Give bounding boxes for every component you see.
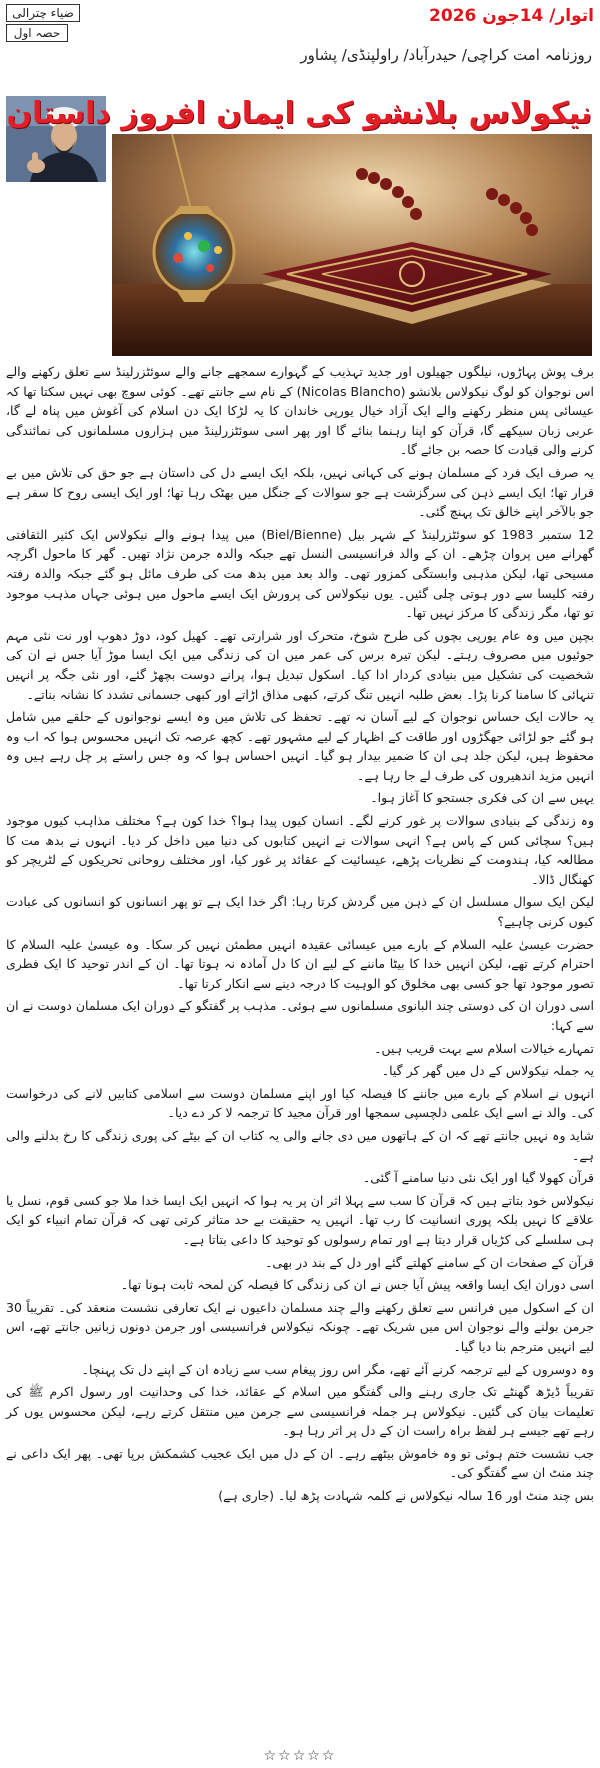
newspaper-name: روزنامہ امت کراچی/ حیدرآباد/ راولپنڈی/ پشاور [300, 46, 592, 64]
article-paragraph: بس چند منٹ اور 16 سالہ نیکولاس نے کلمہ شہادت پڑھ لیا۔ (جاری ہے) [218, 1488, 594, 1504]
article-paragraph: اسی دوران ان کی دوستی چند البانوی مسلمانوں سے ہوئی۔ مذہب پر گفتگو کے دوران ایک مسلمان دوست نے ان سے کہا: [6, 998, 594, 1033]
article-paragraph: یہ جملہ نیکولاس کے دل میں گھر کر گیا۔ [381, 1063, 594, 1079]
issue-date: اتوار/ 14جون 2026 [429, 6, 594, 26]
article-paragraph: جب نشست ختم ہوئی تو وہ خاموش بیٹھے رہے۔ ان کے دل میں ایک عجیب کشمکش برپا تھی۔ پھر ایک داعی نے چند منٹ ان سے گفتگو کی۔ [6, 1445, 594, 1481]
article-paragraph: یہیں سے ان کی فکری جستجو کا آغاز ہوا۔ [370, 790, 594, 806]
article-paragraph: لیکن ایک سوال مسلسل ان کے ذہن میں گردش کرتا رہا: اگر خدا ایک ہے تو پھر انسانوں کو انسانوں کی عبادت کیوں کرنی چاہیے؟ [6, 894, 594, 930]
article-paragraph: تمہارے خیالات اسلام سے بہت قریب ہیں۔ [374, 1040, 594, 1056]
article-paragraph: نیکولاس خود بتاتے ہیں کہ قرآن کا سب سے پہلا اثر ان پر یہ ہوا کہ انہیں ایک ایسا خدا ملا جو کسی قوم، نسل یا علاقے کا نہیں بلکہ پوری انسانیت کا رب تھا۔ انہیں یہ حقیقت بے حد متاثر کرتی تھی کہ قرآن تمام انبیاء کو ایک ہی سلسلے کی کڑیاں قرار دیتا ہے اور تمام رسولوں کو توحید کا داعی بتاتا ہے۔ [6, 1192, 594, 1247]
article-paragraph: وہ زندگی کے بنیادی سوالات پر غور کرنے لگے۔ انسان کیوں پیدا ہوا؟ خدا کون ہے؟ مختلف مذاہب کیوں موجود ہیں؟ سچائی کس کے پاس ہے؟ انہی سوالات نے انہیں کتابوں کی دنیا میں داخل کر دیا۔ انہوں نے بدھ مت کا مطالعہ کیا، ہندومت کے نظریات پڑھے، عیسائیت کے عقائد پر غور کیا، اور مختلف روحانی تحریکوں کے لٹریچر کو کھنگال ڈالا۔ [6, 813, 594, 887]
article-paragraph: قرآن کے صفحات ان کے سامنے کھلتے گئے اور دل کے بند در بھی۔ [265, 1254, 594, 1270]
quran-and-lantern-photo [112, 134, 592, 356]
article-paragraph: قرآن کھولا گیا اور ایک نئی دنیا سامنے آ گئی۔ [362, 1170, 594, 1186]
article-paragraph: یہ حالات ایک حساس نوجوان کے لیے آسان نہ تھے۔ تحفظ کی تلاش میں وہ ایسے نوجوانوں کے حلقے میں شامل ہو گئے جو لڑائی جھگڑوں اور طاقت کے اظہار کے لیے مشہور تھے۔ کچھ عرصہ تک انہیں محسوس ہوا کہ اب وہ محفوظ ہیں، لیکن جلد ہی ان کا ضمیر بیدار ہو گیا۔ انہیں احساس ہوا کہ وہ جس راستے پر چل رہے ہیں وہ انہیں مزید اندھیروں کی طرف لے جا رہا ہے۔ [6, 709, 594, 783]
article-body [6, 362, 594, 1509]
article-paragraph: انہوں نے اسلام کے بارے میں جاننے کا فیصلہ کیا اور اپنے مسلمان دوست سے اسلامی کتابیں لانے کی درخواست کی۔ والد نے اسے ایک علمی دلچسپی سمجھا اور قرآن مجید کا ترجمہ لا کر دے دیا۔ [6, 1085, 594, 1121]
article-paragraph: تقریباً ڈیڑھ گھنٹے تک جاری رہنے والی گفتگو میں اسلام کے عقائد، خدا کی وحدانیت اور رسول اکرم ﷺ کی تعلیمات بیان کی گئیں۔ نیکولاس ہر جملہ فرانسیسی سے جرمن میں منتقل کرتے رہے، لیکن محسوس یوں کر رہے تھے جیسے ہر لفظ براہ راست ان کے دل پر اتر رہا ہو۔ [6, 1384, 594, 1439]
article-paragraph: شاید وہ نہیں جانتے تھے کہ ان کے ہاتھوں میں دی جانے والی یہ کتاب ان کے بیٹے کی پوری زندگی کا رخ بدلنے والی ہے۔ [6, 1127, 594, 1163]
part-tag: حصہ اول [6, 24, 68, 42]
article-paragraph: حضرت عیسیٰ علیہ السلام کے بارے میں عیسائی عقیدہ انہیں مطمئن نہیں کر سکا۔ وہ عیسیٰ علیہ السلام کا احترام کرتے تھے، لیکن انہیں خدا کا بیٹا ماننے کے لیے ان کا دل آمادہ نہ ہوتا تھا۔ ان کے اندر توحید کا ایک فطری تصور موجود تھا جو کسی بھی مخلوق کو الوہیت کا درجہ دینے سے انکار کرتا تھا۔ [6, 936, 594, 991]
headline: نیکولاس بلانشو کی ایمان افروز داستان [6, 96, 592, 131]
author-tag: ضیاء چترالی [6, 4, 80, 22]
article-paragraph: برف پوش پہاڑوں، نیلگوں جھیلوں اور جدید تہذیب کے گہوارے سمجھے جانے والے سوئٹزرلینڈ سے تعلق رکھنے والے اس نوجوان کو لوگ نیکولاس بلانشو (Nicolas Blancho) کے نام سے جانتے تھے۔ کوئی سوچ بھی نہیں سکتا تھا کہ عیسائی پس منظر رکھنے والے ایک آزاد خیال یورپی خاندان کا یہ لڑکا ایک دن اسلام کی آغوش میں پناہ لے گا، عربی زبان سیکھے گا، قرآن کو اپنا رہنما بنائے گا اور پھر اسی سوئٹزرلینڈ میں ہزاروں مسلمانوں کی نمائندگی کرنے والی قیادت کا حصہ بن جائے گا۔ [6, 364, 595, 458]
article-paragraph: وہ دوسروں کے لیے ترجمہ کرنے آئے تھے، مگر اس روز پیغام سب سے زیادہ ان کے اپنے دل تک پہنچا۔ [81, 1361, 594, 1377]
article-paragraph: 12 ستمبر 1983 کو سوئٹزرلینڈ کے شہر بیل (Biel/Bienne) میں پیدا ہونے والے نیکولاس ایک کثیر الثقافتی گھرانے میں پروان چڑھے۔ ان کے والد فرانسیسی النسل تھے جبکہ والدہ جرمن نژاد تھیں۔ گھر کا ماحول اگرچہ مسیحی تھا، لیکن مذہبی وابستگی کمزور تھی۔ والد بعد میں بدھ مت کی طرف مائل ہو گئے جبکہ والدہ رفتہ رفتہ کلیسا سے دور ہوتی چلی گئیں۔ یوں نیکولاس کی پرورش ایک ایسے ماحول میں ہوئی جہاں مذہب موجود تو تھا، مگر زندگی کا مرکز نہیں تھا۔ [6, 526, 595, 621]
article-paragraph: اسی دوران ایک ایسا واقعہ پیش آیا جس نے ان کی زندگی کا فیصلہ کن لمحہ ثابت ہونا تھا۔ [120, 1277, 594, 1293]
main-photo [112, 134, 592, 356]
article-paragraph: بچپن میں وہ عام یورپی بچوں کی طرح شوخ، متحرک اور شرارتی تھے۔ کھیل کود، دوڑ دھوپ اور نت نئی مہم جوئیوں میں مصروف رہتے۔ لیکن تیرہ برس کی عمر میں ان کی زندگی میں ایک ایسا موڑ آیا جس نے ان کی شخصیت کی تشکیل میں بنیادی کردار ادا کیا۔ اسکول تبدیل ہوا، پرانے دوست بچھڑ گئے، اور نئی جگہ پر انہیں تنہائی کا سامنا کرنا پڑا۔ بعض طلبہ انہیں تنگ کرتے، کبھی مذاق اڑاتے اور کبھی جسمانی تشدد کا نشانہ بناتے۔ [6, 627, 594, 702]
article-paragraph: یہ صرف ایک فرد کے مسلمان ہونے کی کہانی نہیں، بلکہ ایک ایسے دل کی داستان ہے جو حق کی تلاش میں بے قرار تھا؛ ایک ایسے ذہن کی سرگزشت ہے جو سوالات کے جنگل میں بھٹک رہا تھا؛ اور ایک ایسی روح کا سفر ہے جو بالآخر اپنے خالق تک پہنچ گئی۔ [6, 464, 594, 520]
article-paragraph: ان کے اسکول میں فرانس سے تعلق رکھنے والے چند مسلمان داعیوں نے ایک تعارفی نشست منعقد کی۔ تقریباً 30 جرمن بولنے والے نوجوان اس میں شریک تھے۔ چونکہ نیکولاس فرانسیسی اور جرمن دونوں زبانیں جانتے تھے، اس لیے انہیں مترجم بنا دیا گیا۔ [6, 1299, 594, 1354]
end-mark: ☆☆☆☆☆ [263, 1748, 337, 1764]
